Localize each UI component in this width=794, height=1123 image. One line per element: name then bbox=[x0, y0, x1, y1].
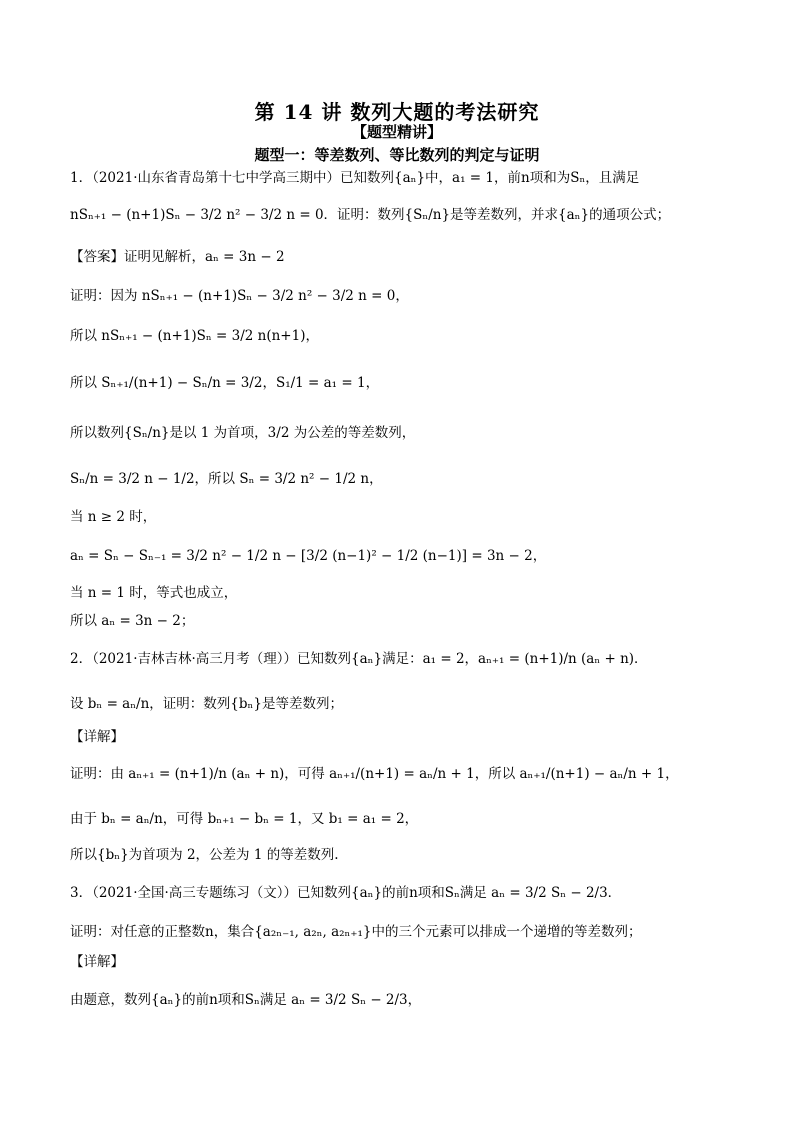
solution-line: 证明：因为 nSₙ₊₁ − (n+1)Sₙ − 3/2 n² − 3/2 n = 0， bbox=[70, 288, 409, 304]
solution-line: 所以 Sₙ₊₁/(n+1) − Sₙ/n = 3/2，S₁/1 = a₁ = 1， bbox=[70, 375, 380, 391]
problem-1-line-2: nSₙ₊₁ − (n+1)Sₙ − 3/2 n² − 3/2 n = 0．证明：数列{Sₙ/n}是等差数列，并求{aₙ}的通项公式； bbox=[70, 207, 671, 223]
solution-line: 所以{bₙ}为首项为 2，公差为 1 的等差数列. bbox=[70, 847, 339, 863]
solution-line: 所以数列{Sₙ/n}是以 1 为首项，3/2 为公差的等差数列， bbox=[70, 425, 416, 441]
solution-line: 证明：由 aₙ₊₁ = (n+1)/n (aₙ + n)，可得 aₙ₊₁/(n+1) = aₙ/n + 1，所以 aₙ₊₁/(n+1) − aₙ/n + 1， bbox=[70, 766, 679, 782]
solution-line: 由于 bₙ = aₙ/n，可得 bₙ₊₁ − bₙ = 1，又 b₁ = a₁ = 2， bbox=[70, 811, 419, 827]
subsection-label: 题型一：等差数列、等比数列的判定与证明 bbox=[254, 146, 540, 164]
section-label: 【题型精讲】 bbox=[351, 123, 442, 141]
solution-line: Sₙ/n = 3/2 n − 1/2，所以 Sₙ = 3/2 n² − 1/2 n， bbox=[70, 471, 383, 487]
solution-line: 当 n ≥ 2 时， bbox=[70, 509, 157, 525]
solution-line: 所以 aₙ = 3n − 2； bbox=[70, 613, 195, 629]
problem-1-line-1: 1．（2021·山东省青岛第十七中学高三期中）已知数列{aₙ}中，a₁ = 1，前n项和为Sₙ，且满足 bbox=[70, 170, 640, 186]
solution-line: aₙ = Sₙ − Sₙ₋₁ = 3/2 n² − 1/2 n − [3/2 (n−1)² − 1/2 (n−1)] = 3n − 2， bbox=[70, 548, 547, 564]
solution-line: 由题意，数列{aₙ}的前n项和Sₙ满足 aₙ = 3/2 Sₙ − 2/3， bbox=[70, 992, 422, 1008]
detail-heading: 【详解】 bbox=[70, 729, 124, 745]
solution-line: 所以 nSₙ₊₁ − (n+1)Sₙ = 3/2 n(n+1)， bbox=[70, 328, 319, 344]
problem-2-line-1: 2．（2021·吉林吉林·高三月考（理））已知数列{aₙ}满足：a₁ = 2，aₙ₊₁ = (n+1)/n (aₙ + n)． bbox=[70, 651, 648, 667]
problem-3-line-1: 3．（2021·全国·高三专题练习（文））已知数列{aₙ}的前n项和Sₙ满足 aₙ = 3/2 Sₙ − 2/3． bbox=[70, 885, 622, 901]
problem-3-line-2: 证明：对任意的正整数n，集合{a₂ₙ₋₁, a₂ₙ, a₂ₙ₊₁}中的三个元素可以排成一个递增的等差数列； bbox=[70, 924, 642, 940]
detail-heading: 【详解】 bbox=[70, 954, 124, 970]
solution-line: 当 n = 1 时，等式也成立， bbox=[70, 585, 238, 601]
problem-2-line-2: 设 bₙ = aₙ/n，证明：数列{bₙ}是等差数列； bbox=[70, 696, 343, 712]
page-title: 第 14 讲 数列大题的考法研究 bbox=[254, 100, 540, 124]
answer-line: 【答案】证明见解析，aₙ = 3n − 2 bbox=[70, 249, 285, 265]
